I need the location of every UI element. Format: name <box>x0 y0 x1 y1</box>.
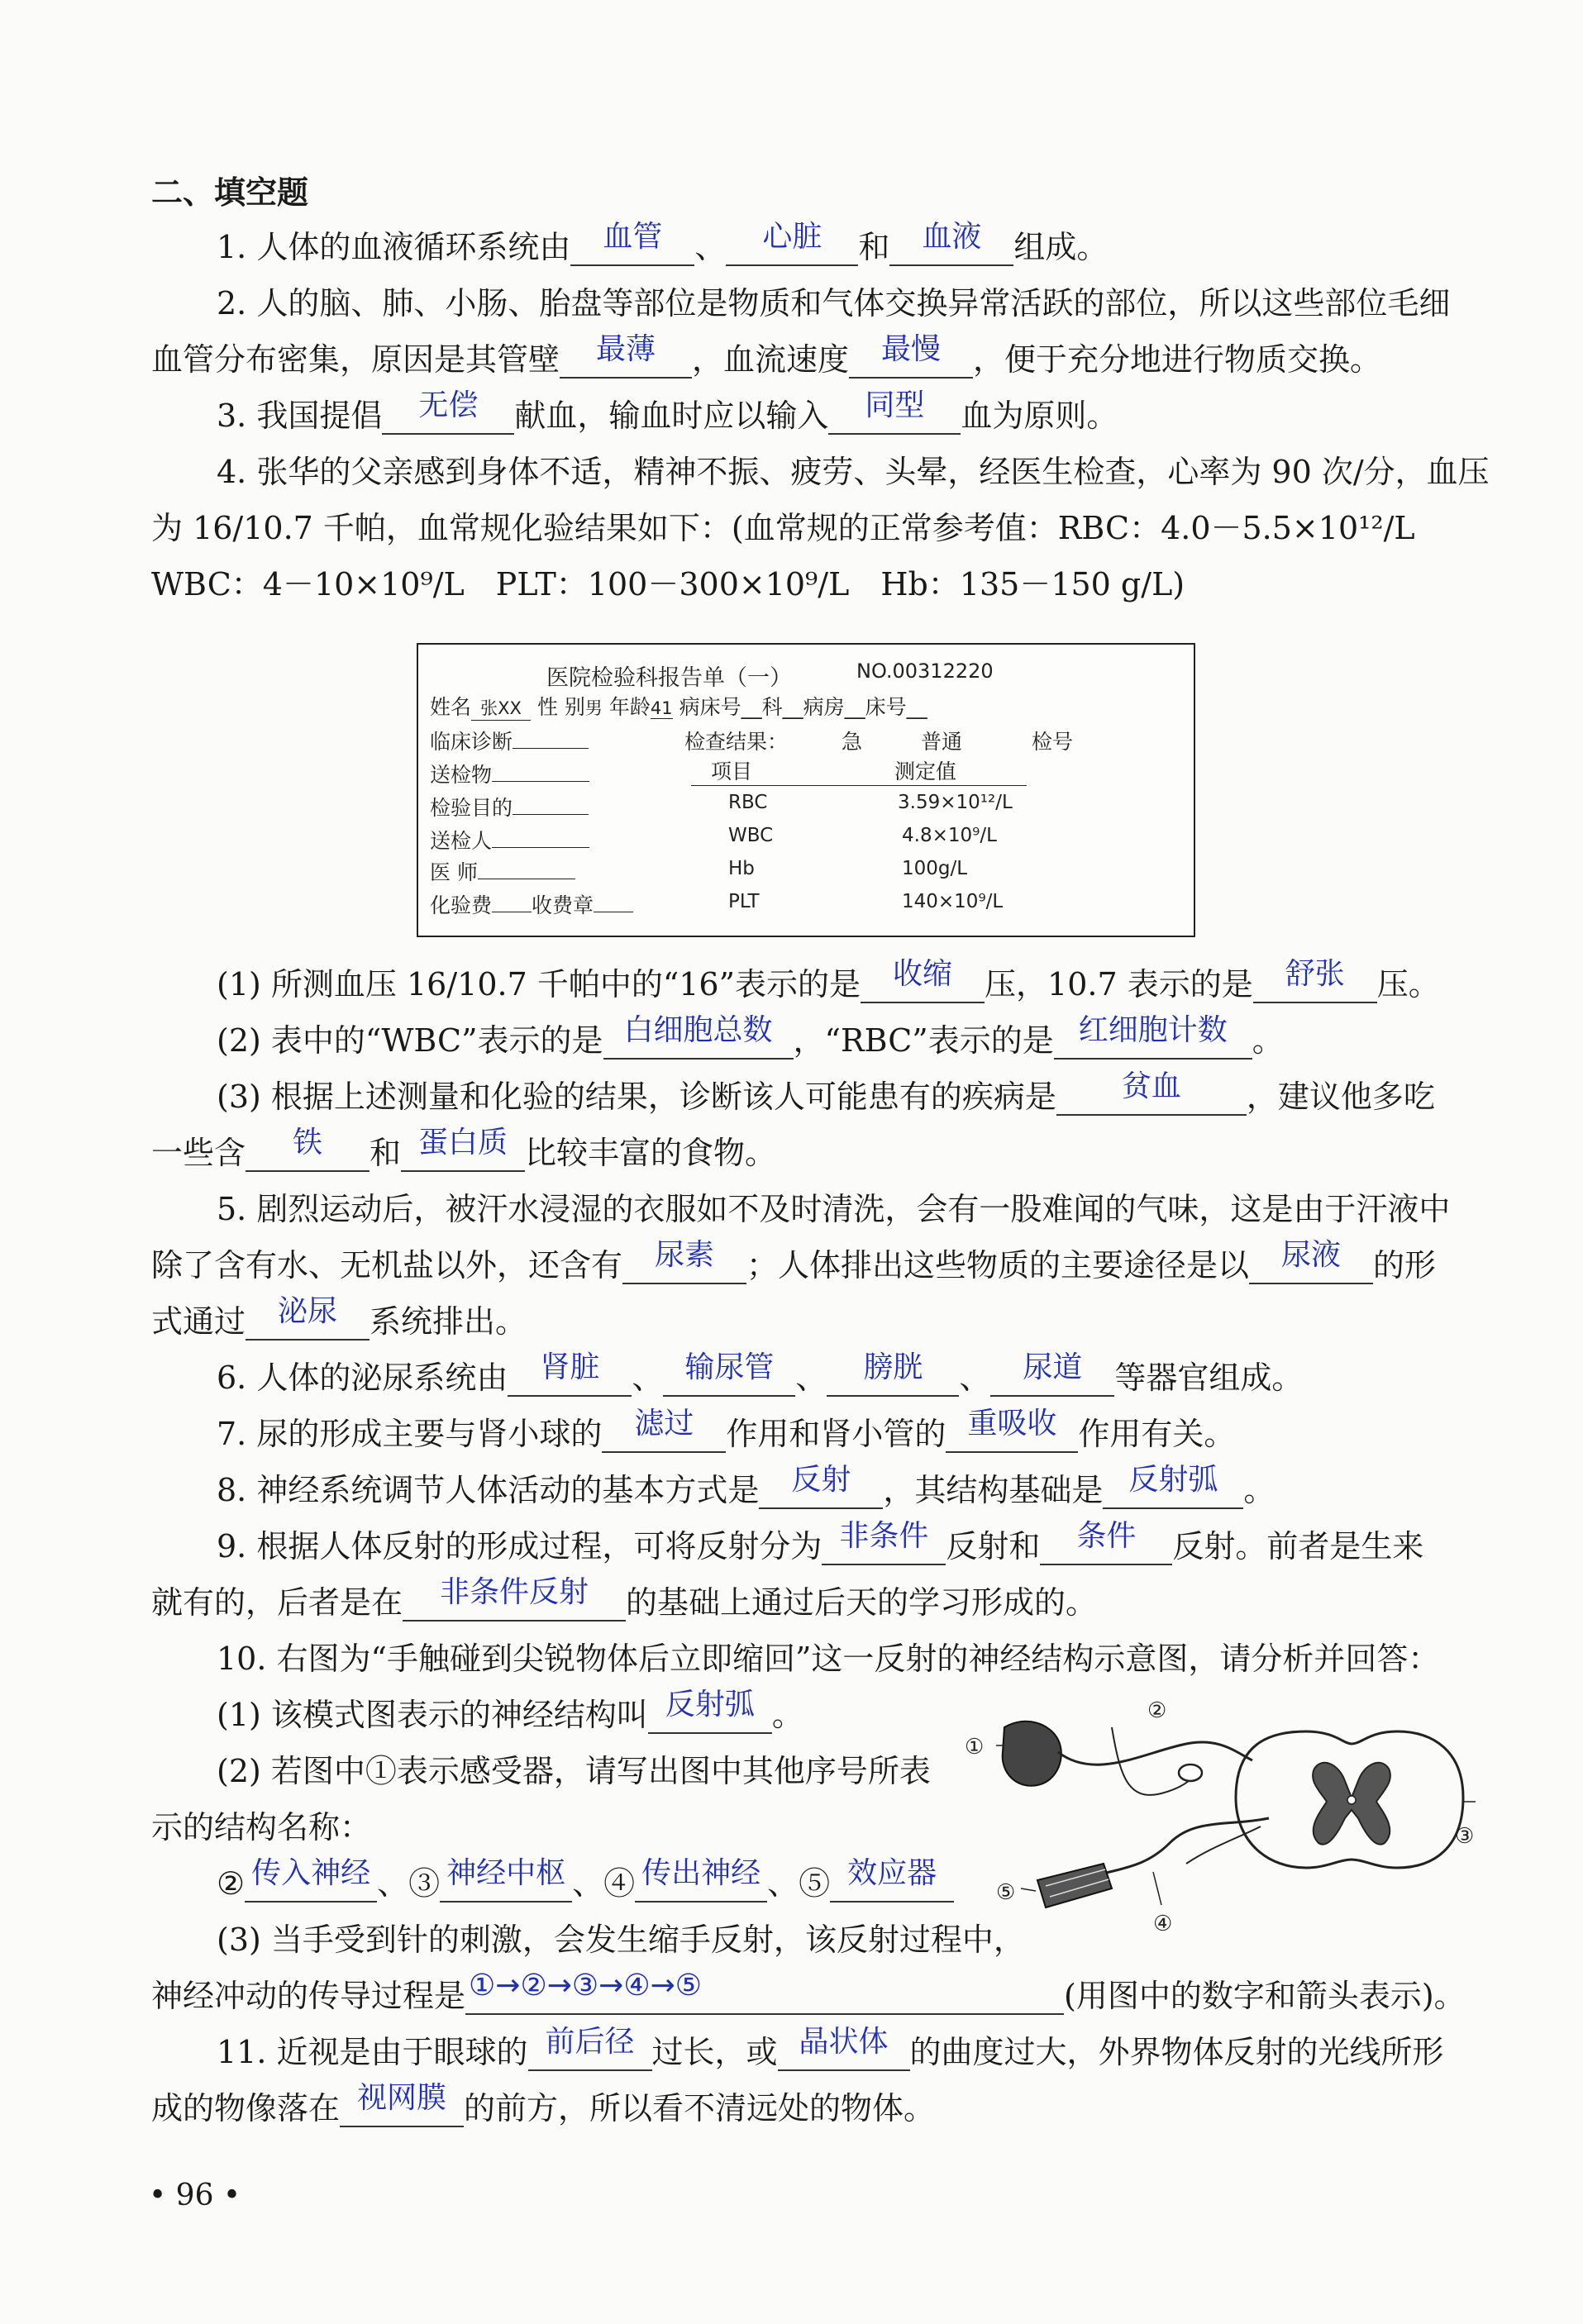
answer-blank: 红细胞计数 <box>1054 1020 1252 1060</box>
answer-blank: 重吸收 <box>946 1413 1078 1453</box>
question-2-line2: 血管分布密集，原因是其管壁 最薄 ，血流速度 最慢 ，便于充分地进行物质交换。 <box>151 332 1382 378</box>
column-value: 测定值 <box>889 755 1027 786</box>
question-4-line1: 4. 张华的父亲感到身体不适，精神不振、疲劳、头晕，经医生检查，心率为 90 次/分，血压 <box>217 454 1490 490</box>
stamp-label: 收费章 <box>532 893 594 917</box>
question-4-part3-line1: (3) 根据上述测量和化验的结果，诊断该人可能患有的疾病是 贫血 ，建议他多吃 <box>217 1069 1435 1115</box>
table-cell-value: 100g/L <box>902 858 968 879</box>
effector <box>1037 1864 1112 1907</box>
doctor-label: 医 师 <box>430 860 478 884</box>
question-10-part2-answers: ② 传入神经 、③ 神经中枢 、④ 传出神经 、⑤ 效应器 <box>217 1863 954 1904</box>
answer-blank: 尿道 <box>990 1357 1114 1397</box>
answer-blank: 心脏 <box>726 226 858 266</box>
answer-blank: 视网膜 <box>340 2088 464 2127</box>
question-8: 8. 神经系统调节人体活动的基本方式是 反射 ，其结构基础是 反射弧 。 <box>217 1463 1275 1508</box>
report-number: NO.00312220 <box>856 660 994 683</box>
question-10-part2-line2: 示的结构名称： <box>151 1809 372 1845</box>
answer-blank: 最慢 <box>849 339 973 379</box>
question-5-line1: 5. 剧烈运动后，被汗水浸湿的衣服如不及时清洗，会有一股难闻的气味，这是由于汗液中 <box>217 1191 1451 1227</box>
diagram-label-5: ⑤ <box>996 1880 1016 1905</box>
question-5-line2: 除了含有水、无机盐以外，还含有 尿素 ；人体排出这些物质的主要途径是以 尿液 的形 <box>151 1238 1437 1283</box>
question-9-line2: 就有的，后者是在 非条件反射 的基础上通过后天的学习形成的。 <box>151 1575 1098 1621</box>
specimen-label: 送检物 <box>430 763 493 787</box>
question-11-line1: 11. 近视是由于眼球的 前后径 过长，或 晶状体 的曲度过大，外界物体反射的光线所形 <box>217 2025 1444 2070</box>
answer-blank: 前后径 <box>528 2031 652 2071</box>
urgent-label: 急 <box>842 730 863 754</box>
table-row: PLT <box>728 891 760 912</box>
question-10-part1: (1) 该模式图表示的神经结构叫 反射弧 。 <box>217 1688 803 1733</box>
answer-blank: 神经中枢 <box>440 1863 572 1903</box>
result-label: 检查结果： <box>684 730 789 754</box>
question-11-line2: 成的物像落在 视网膜 的前方，所以看不清远处的物体。 <box>151 2081 936 2126</box>
afferent-nerve-path <box>1058 1742 1252 1764</box>
answer-blank: 肾脏 <box>508 1357 632 1397</box>
answer-blank: 非条件反射 <box>403 1582 626 1622</box>
answer-blank: 传入神经 <box>245 1863 377 1903</box>
page-number: • 96 • <box>149 2179 241 2212</box>
diagnosis-label: 临床诊断 <box>430 730 513 754</box>
question-4-part2: (2) 表中的“WBC”表示的是 白细胞总数 ，“RBC”表示的是 红细胞计数 。 <box>217 1013 1284 1059</box>
answer-blank: 条件 <box>1040 1526 1172 1565</box>
question-10-line1: 10. 右图为“手触碰到尖锐物体后立即缩回”这一反射的神经结构示意图，请分析并回答： <box>217 1641 1440 1677</box>
question-9-line1: 9. 根据人体反射的形成过程，可将反射分为 非条件 反射和 条件 反射。前者是生来 <box>217 1519 1424 1564</box>
diagram-label-2: ② <box>1147 1698 1167 1723</box>
answer-blank: 效应器 <box>830 1863 954 1903</box>
question-4-line3: WBC：4－10×10⁹/L PLT：100－300×10⁹/L Hb：135－150 g/L) <box>151 566 1185 602</box>
diagram-label-4: ④ <box>1153 1912 1173 1936</box>
answer-blank: 舒张 <box>1253 964 1377 1003</box>
diagram-label-3: ③ <box>1455 1824 1475 1849</box>
table-row: WBC <box>728 825 774 846</box>
answer-blank: 传出神经 <box>635 1863 767 1903</box>
question-6: 6. 人体的泌尿系统由 肾脏 、 输尿管 、 膀胱 、 尿道 等器官组成。 <box>217 1350 1304 1396</box>
question-4-line2: 为 16/10.7 千帕，血常规化验结果如下：(血常规的正常参考值：RBC：4.0－5.5×10¹²/L <box>151 510 1415 546</box>
test-number-label: 检号 <box>1032 730 1074 754</box>
answer-blank: 泌尿 <box>246 1301 370 1341</box>
answer-blank: 非条件 <box>822 1526 946 1565</box>
answer-blank: 血管 <box>570 226 694 266</box>
sender-label: 送检人 <box>430 829 493 853</box>
section-title: 二、填空题 <box>151 174 309 211</box>
question-5-line3: 式通过 泌尿 系统排出。 <box>151 1294 527 1340</box>
answer-blank: 晶状体 <box>778 2031 910 2071</box>
answer-blank: 贫血 <box>1056 1076 1247 1116</box>
normal-label: 普通 <box>921 730 963 754</box>
answer-blank: 膀胱 <box>827 1357 959 1397</box>
answer-blank: 反射弧 <box>1103 1469 1243 1509</box>
question-10-part2-line1: (2) 若图中①表示感受器，请写出图中其他序号所表 <box>217 1753 931 1789</box>
question-10-part3-line1: (3) 当手受到针的刺激，会发生缩手反射，该反射过程中， <box>217 1922 1025 1958</box>
table-cell-value: 4.8×10⁹/L <box>902 825 997 846</box>
diagram-label-1: ① <box>965 1735 985 1760</box>
question-2-line1: 2. 人的脑、肺、小肠、胎盘等部位是物质和气体交换异常活跃的部位，所以这些部位毛细 <box>217 285 1451 321</box>
question-4-part3-line2: 一些含 铁 和 蛋白质 比较丰富的食物。 <box>151 1126 777 1171</box>
answer-blank: 同型 <box>828 395 961 435</box>
answer-blank: 收缩 <box>861 964 985 1003</box>
answer-blank: 滤过 <box>602 1413 726 1453</box>
answer-blank: 无偿 <box>382 395 514 435</box>
answer-blank: 输尿管 <box>663 1357 795 1397</box>
question-10-part3-line2: 神经冲动的传导过程是 ①→②→③→④→⑤ (用图中的数字和箭头表示)。 <box>151 1969 1466 2014</box>
column-item: 项目 <box>691 755 893 786</box>
receptor <box>1003 1722 1061 1786</box>
lab-report-form <box>417 643 1195 937</box>
table-row: RBC <box>728 792 768 813</box>
answer-blank: 尿液 <box>1249 1245 1373 1284</box>
answer-blank: 尿素 <box>622 1245 746 1284</box>
report-title: 医院检验科报告单（一） <box>546 665 792 691</box>
table-cell-value: 140×10⁹/L <box>902 891 1004 912</box>
answer-blank: 铁 <box>246 1132 370 1172</box>
patient-info-row: 姓名 张XX 性 别男 年龄41 病床号__科__病房__床号__ <box>430 695 927 719</box>
purpose-label: 检验目的 <box>430 796 513 820</box>
question-3: 3. 我国提倡 无偿 献血，输血时应以输入 同型 血为原则。 <box>217 388 1118 434</box>
answer-blank: 白细胞总数 <box>603 1020 794 1060</box>
question-4-part1: (1) 所测血压 16/10.7 千帕中的“16”表示的是 收缩 压，10.7 表示的是 舒张 压。 <box>217 957 1440 1002</box>
answer-blank: 反射弧 <box>648 1694 772 1734</box>
answer-blank: 最薄 <box>560 339 692 379</box>
table-row: Hb <box>728 858 755 879</box>
question-7: 7. 尿的形成主要与肾小球的 滤过 作用和肾小管的 重吸收 作用有关。 <box>217 1407 1236 1452</box>
reflex-arc-diagram <box>965 1694 1484 1950</box>
answer-blank: 反射 <box>759 1469 883 1509</box>
answer-blank: ①→②→③→④→⑤ <box>465 1975 1064 2015</box>
efferent-nerve-path <box>1095 1818 1269 1876</box>
table-cell-value: 3.59×10¹²/L <box>898 792 1013 813</box>
fee-label: 化验费 <box>430 893 493 917</box>
answer-blank: 血液 <box>889 226 1013 266</box>
question-1: 1. 人体的血液循环系统由 血管 、 心脏 和 血液 组成。 <box>217 220 1109 265</box>
answer-blank: 蛋白质 <box>401 1132 525 1172</box>
ganglion <box>1179 1764 1202 1781</box>
spinal-cord <box>1236 1731 1463 1868</box>
